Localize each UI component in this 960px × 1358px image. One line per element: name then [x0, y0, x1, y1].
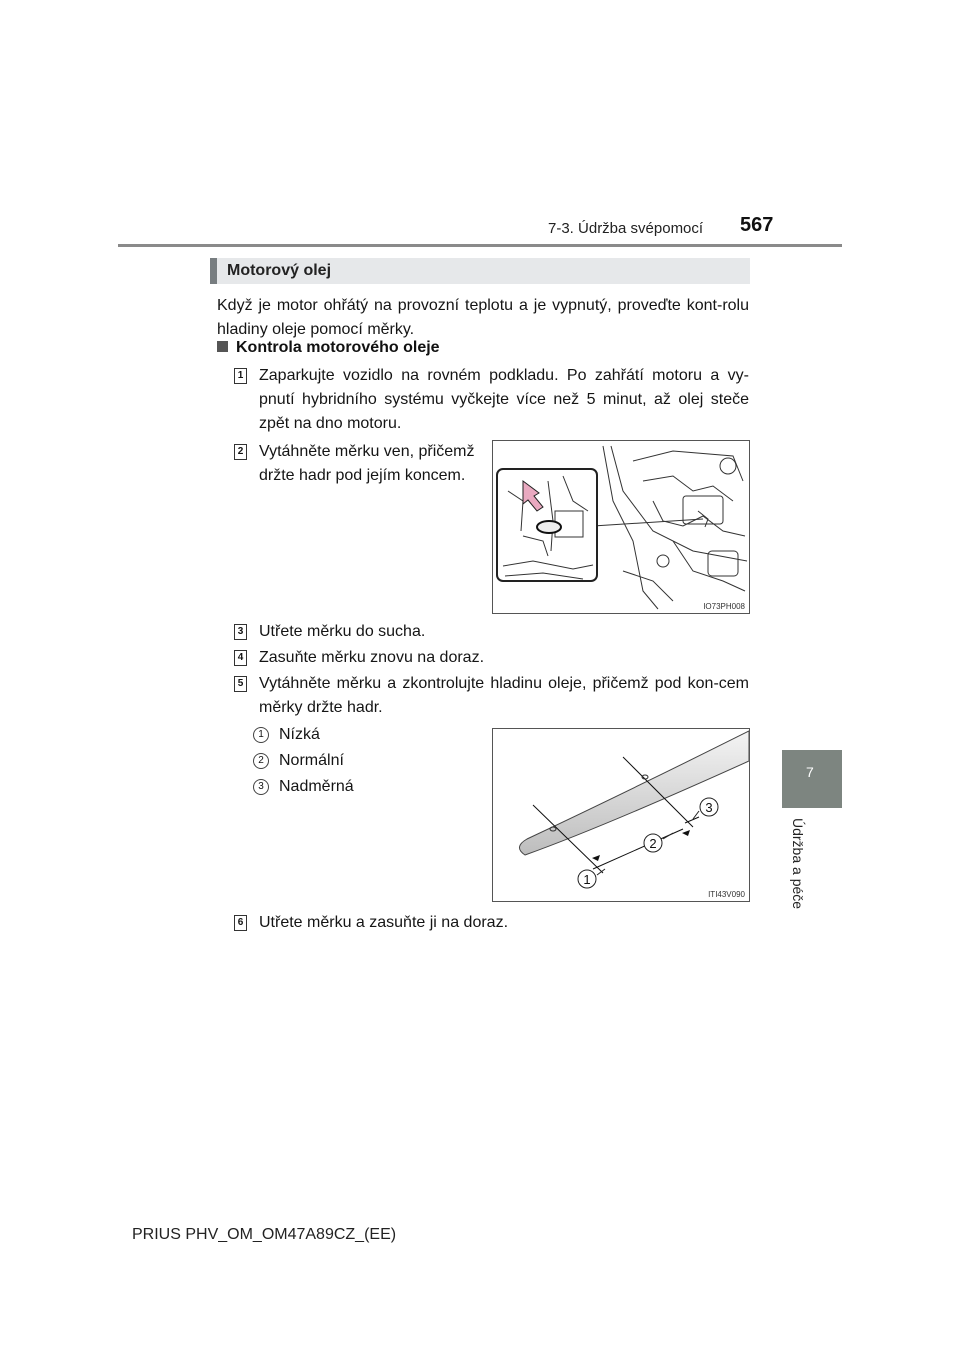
square-bullet-icon: [217, 341, 228, 352]
level-label-excessive: Nadměrná: [279, 778, 354, 795]
page-number: 567: [740, 214, 774, 236]
engine-illustration: [493, 441, 749, 613]
subheading: [217, 339, 440, 357]
level-label-normal: Normální: [279, 752, 344, 769]
dipstick-callout-normal: 2: [649, 836, 657, 851]
dipstick-illustration: [493, 729, 749, 901]
section-title-bar: [210, 258, 750, 284]
step-text: Zasuňte měrku znovu na doraz.: [259, 649, 485, 666]
subheading-text: Kontrola motorového oleje: [236, 339, 440, 356]
level-callout-number: 3: [253, 779, 269, 795]
step-text: Utřete měrku a zasuňte ji na doraz.: [259, 914, 509, 931]
step-number-badge: 6: [234, 915, 247, 931]
dipstick-callout-excessive: 3: [705, 800, 713, 815]
step-number-badge: 5: [234, 676, 247, 692]
level-callout-number: 1: [253, 727, 269, 743]
level-label-low: Nízká: [279, 726, 320, 743]
step-text: Utřete měrku do sucha.: [259, 623, 426, 640]
step-number-badge: 1: [234, 368, 247, 384]
step-text: Zaparkujte vozidlo na rovném podkladu. Po zahřátí motoru a vy-pnutí hybridního systému vyčkejte více než 5 minut, až olej steče zpět na dno motoru.: [259, 367, 749, 432]
chapter-number: 7: [806, 764, 814, 780]
engine-compartment-figure: [492, 440, 750, 614]
footer-document-id: PRIUS PHV_OM_OM47A89CZ_(EE): [132, 1226, 397, 1243]
dipstick-figure: [492, 728, 750, 902]
step-text: Vytáhněte měrku ven, přičemž držte hadr pod jejím koncem.: [259, 443, 475, 484]
section-title: Motorový olej: [227, 262, 332, 279]
figure-code: IO73PH008: [703, 602, 745, 611]
dipstick-callout-low: 1: [583, 872, 591, 887]
step-number-badge: 2: [234, 444, 247, 460]
step-text: Vytáhněte měrku a zkontrolujte hladinu oleje, přičemž pod kon-cem měrky držte hadr.: [259, 675, 749, 716]
header-section-title: 7-3. Údržba svépomocí: [548, 220, 704, 237]
chapter-tab: [782, 750, 842, 808]
header-rule: [118, 244, 842, 247]
figure-code: ITI43V090: [708, 890, 745, 899]
intro-paragraph: Když je motor ohřátý na provozní teplotu a je vypnutý, proveďte kont-rolu hladiny oleje pomocí měrky.: [217, 297, 749, 338]
level-callout-number: 2: [253, 753, 269, 769]
step-number-badge: 4: [234, 650, 247, 666]
chapter-title: Údržba a péče: [790, 818, 806, 910]
step-number-badge: 3: [234, 624, 247, 640]
